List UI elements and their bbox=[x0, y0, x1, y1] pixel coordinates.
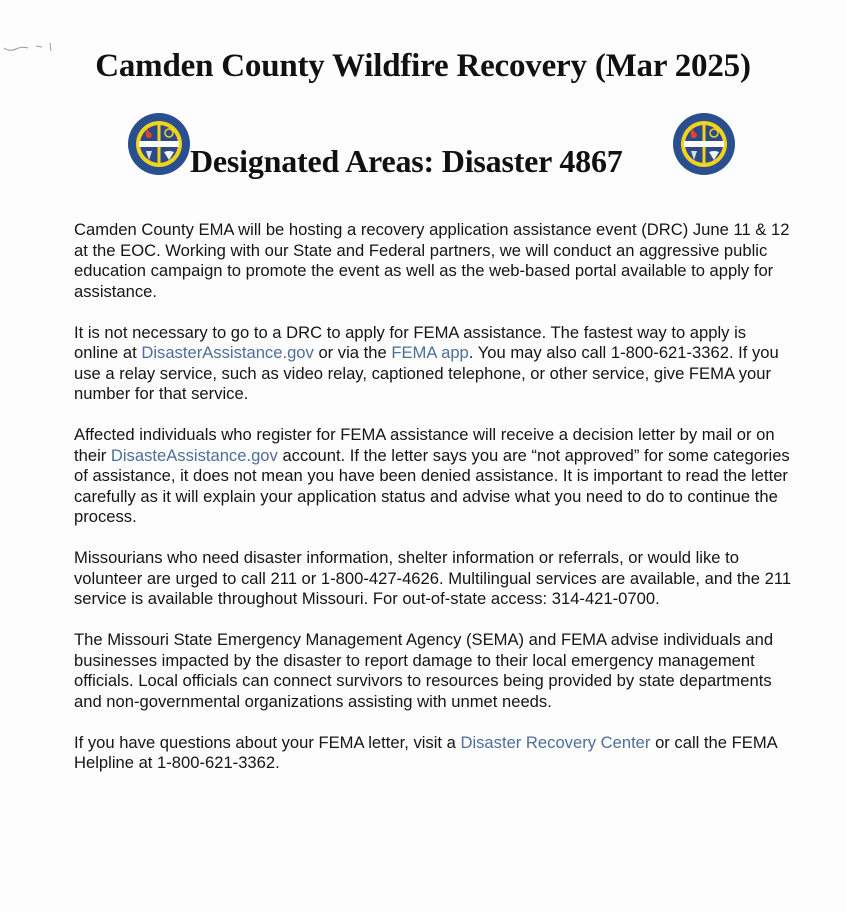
body-text bbox=[74, 220, 794, 794]
ema-seal-logo-right bbox=[672, 112, 736, 176]
paragraph-text: Camden County EMA will be hosting a recovery application assistance event (DRC) June 11 & 12 at the EOC. Working with our State and Federal partners, we will conduct an aggressive public education campaign to promote the event as well as the web-based portal available to apply for assistance. bbox=[74, 220, 790, 301]
paragraph-text: Missourians who need disaster information, shelter information or referrals, or would like to volunteer are urged to call 211 or 1-800-427-4626. Multilingual services are available, and the 211 service is available throughout Missouri. For out-of-state access: 314-421-0700. bbox=[74, 548, 792, 608]
page-title: Camden County Wildfire Recovery (Mar 2025) bbox=[95, 48, 751, 84]
disaster-recovery-center-link[interactable]: Disaster Recovery Center bbox=[460, 732, 651, 752]
fema-app-link[interactable]: FEMA app bbox=[391, 343, 469, 362]
paragraph-drc-event bbox=[74, 220, 794, 302]
page-subtitle: Designated Areas: Disaster 4867 bbox=[190, 143, 623, 179]
paragraph-text: The Missouri State Emergency Management Agency (SEMA) and FEMA advise individuals and businesses impacted by the disaster to report damage to their local emergency management officials. Local officials can connect survivors to resources being provided by state departments and non-governmental organizations assisting with unmet needs. bbox=[74, 630, 774, 711]
paragraph-text: account. If the letter says you are “not approved” for some categories of assistance, it does not mean you have been denied assistance. It is important to read the letter carefully as it will explain your application status and advise what you need to do to continue the process. bbox=[74, 445, 790, 526]
paragraph-text: or via the bbox=[313, 343, 392, 362]
paragraph-text: or call the FEMA Helpline at 1-800-621-3362. bbox=[74, 732, 777, 772]
paragraph-text: Affected individuals who register for FEMA assistance will receive a decision letter by mail or on their bbox=[74, 425, 775, 465]
paragraph-report-damage bbox=[74, 630, 794, 712]
paragraph-decision-letter bbox=[74, 425, 794, 528]
paragraph-211-service bbox=[74, 548, 794, 610]
paragraph-text: . You may also call 1-800-621-3362. If you use a relay service, such as video relay, captioned telephone, or other service, give FEMA your number for that service. bbox=[74, 343, 779, 403]
paragraph-apply-online bbox=[74, 323, 794, 405]
disasteassistance-link[interactable]: DisasteAssistance.gov bbox=[110, 445, 278, 465]
paragraph-text: It is not necessary to go to a DRC to apply for FEMA assistance. The fastest way to apply is online at bbox=[74, 322, 747, 362]
paragraph-text: If you have questions about your FEMA letter, visit a bbox=[74, 732, 461, 752]
disasterassistance-link[interactable]: DisasterAssistance.gov bbox=[141, 343, 314, 362]
ema-seal-logo-left bbox=[127, 112, 191, 176]
paragraph-helpline bbox=[74, 733, 794, 774]
